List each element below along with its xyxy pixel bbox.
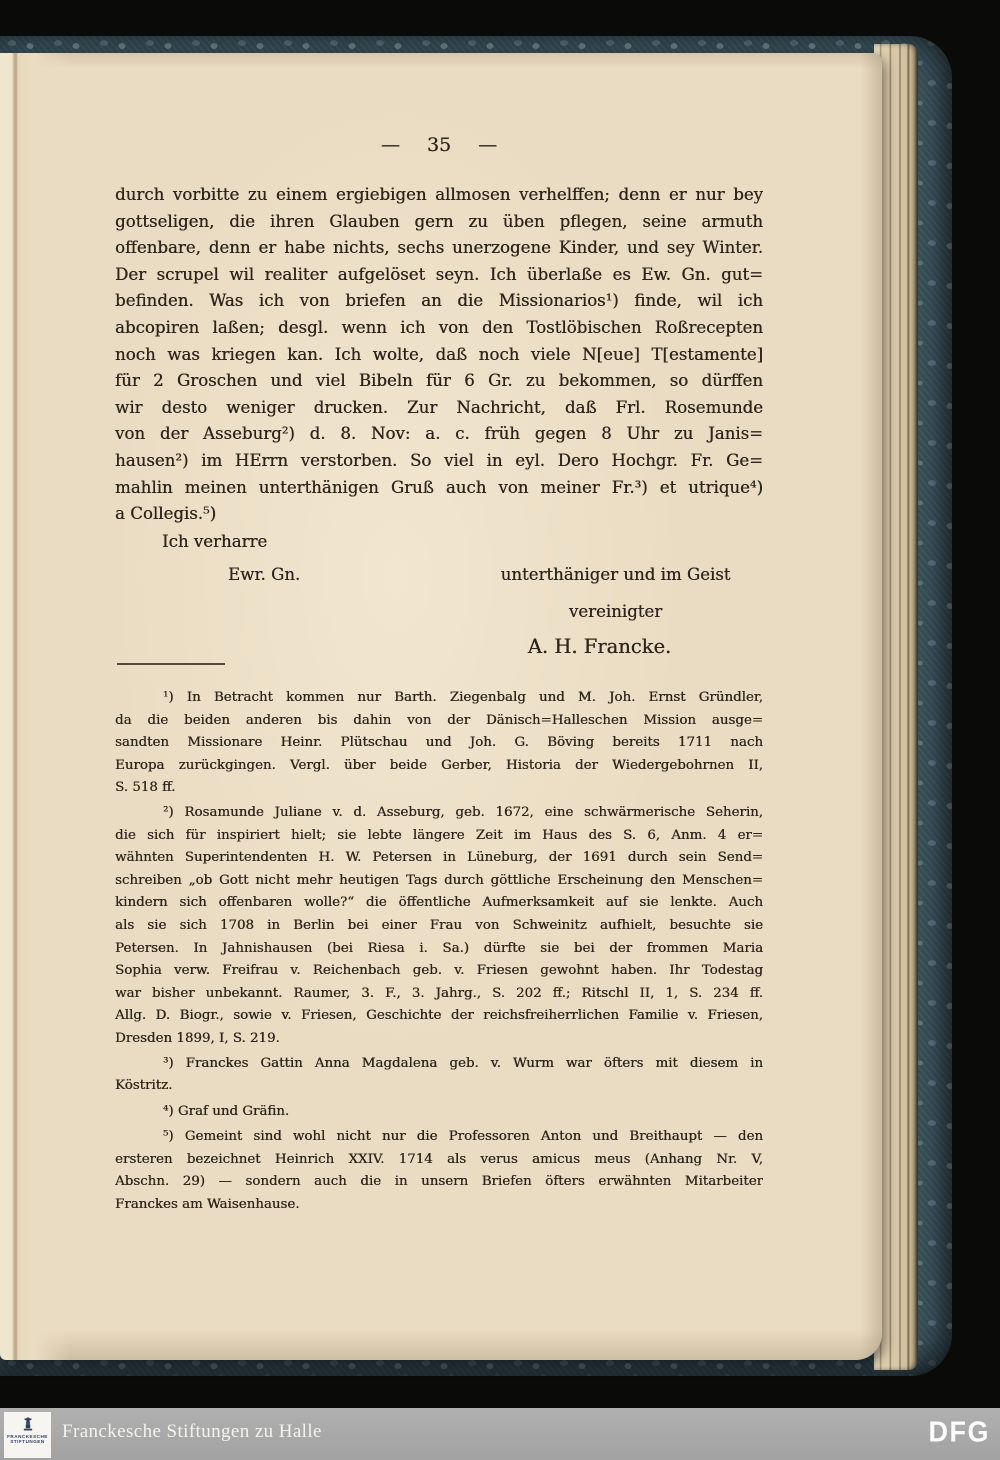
institution-name: Franckesche Stiftungen zu Halle (62, 1421, 322, 1442)
dfg-logo: DFG (928, 1416, 990, 1448)
closing-verharre: Ich verharre (162, 532, 268, 551)
footnote-2 (115, 802, 763, 1051)
footnote-line: Köstritz. (115, 1078, 173, 1094)
closing-vereinigter: vereinigter (568, 602, 663, 621)
letter-line: Der scrupel wil realiter aufgelöset seyn. Ich überlaße es Ew. Gn. gut= (115, 264, 763, 284)
letter-text-block (115, 53, 763, 1360)
footnote-line: Petersen. In Jahnishausen (bei Riesa i. Sa.) dürfte sie bei der frommen Maria (115, 940, 763, 956)
header-dash-left: — (380, 134, 400, 156)
footnote-line: ¹) In Betracht kommen nur Barth. Ziegenbalg und M. Joh. Ernst Gründler, (163, 690, 763, 705)
footnote-line: ⁴) Graf und Gräfin. (163, 1103, 290, 1119)
letter-line: durch vorbitte zu einem ergiebigen allmosen verhelffen; denn er nur bey (115, 185, 763, 204)
footnote-line: war bisher unbekannt. Raumer, 3. F., 3. Jahrg., S. 202 ff.; Ritschl II, 1, S. 234 ff. (115, 985, 763, 1001)
letter-line: gottseligen, die ihren Glauben gern zu üben pflegen, seine armuth (115, 211, 763, 231)
footnote-line: ²) Rosamunde Juliane v. d. Asseburg, geb. 1672, eine schwärmerische Seherin, (163, 804, 763, 820)
letter-line: wir desto weniger drucken. Zur Nachricht, daß Frl. Rosemunde (115, 397, 763, 417)
footnote-line: wähnten Superintendenten H. W. Petersen in Lüneburg, der 1691 durch sein Send= (115, 850, 763, 866)
footnote-line: Europa zurückgingen. Vergl. über beide Gerber, Historia der Wiedergebohrnen II, (115, 757, 763, 773)
letter-line: hausen²) im HErrn verstorben. So viel in eyl. Dero Hochgr. Fr. Ge= (115, 450, 763, 470)
letter-line: befinden. Was ich von briefen an die Missionarios¹) finde, wil ich (115, 291, 763, 311)
footnote-line: Dresden 1899, I, S. 219. (115, 1030, 280, 1046)
footnote-4 (115, 1101, 763, 1124)
footnote-line: als sie sich 1708 in Berlin bei einer Frau von Schweinitz aufhielt, besuchte sie (115, 917, 763, 933)
header-dash-right: — (478, 134, 498, 156)
footnote-line: die sich für inspiriert hielt; sie lebte längere Zeit im Haus des S. 6, Anm. 4 er= (115, 827, 763, 843)
footnote-5 (115, 1126, 763, 1216)
footnote-line: Abschn. 29) — sondern auch die in unsern Briefen öfters erwähnten Mitarbeiter (115, 1174, 763, 1190)
footnote-3 (115, 1053, 763, 1098)
footnote-line: S. 518 ff. (115, 780, 176, 796)
footnote-1 (115, 687, 763, 800)
footnote-line: Franckes am Waisenhause. (115, 1197, 300, 1213)
eagle-emblem-icon (18, 1415, 38, 1434)
footnote-line: Sophia verw. Freifrau v. Reichenbach geb. v. Friesen gewohnt haben. Ihr Todestag (115, 963, 763, 979)
letter-line: noch was kriegen kan. Ich wolte, daß noch viele N[eue] T[estamente] (115, 344, 763, 364)
letter-body (115, 182, 763, 528)
signature-name: A. H. Francke. (527, 635, 672, 658)
footnote-line: ⁵) Gemeint sind wohl nicht nur die Professoren Anton und Breithaupt — den (163, 1129, 763, 1145)
footnotes (115, 687, 763, 1217)
closing-ewr-gn: Ewr. Gn. (228, 565, 301, 584)
letter-line: mahlin meinen unterthänigen Gruß auch von meiner Fr.³) et utrique⁴) (115, 477, 763, 497)
page-number: 35 (426, 134, 452, 156)
letter-line: von der Asseburg²) d. 8. Nov: a. c. früh gegen 8 Uhr zu Janis= (115, 424, 763, 444)
footnote-separator (117, 663, 225, 665)
footnote-line: schreiben „ob Gott nicht mehr heutigen Tags durch göttliche Erscheinung den Menschen= (115, 872, 763, 888)
letter-line: a Collegis.⁵) (115, 504, 217, 524)
franckesche-stiftungen-logo (4, 1412, 51, 1458)
page-gutter-crease (14, 53, 18, 1360)
footnote-line: da die beiden anderen bis dahin von der Dänisch=Halleschen Mission ausge= (115, 712, 763, 728)
letter-line: offenbare, denn er habe nichts, sechs unerzogene Kinder, und sey Winter. (115, 238, 763, 258)
footnote-line: sandten Missionare Heinr. Plütschau und Joh. G. Böving bereits 1711 nach (115, 735, 763, 751)
footnote-line: ersteren bezeichnet Heinrich XXIV. 1714 als verus amicus meus (Anhang Nr. V, (115, 1151, 763, 1167)
page-header (115, 134, 763, 156)
letter-line: abcopiren laßen; desgl. wenn ich von den Tostlöbischen Roßrecepten (115, 317, 763, 337)
closing-unterthaeniger: unterthäniger und im Geist (500, 565, 731, 584)
letter-line: für 2 Groschen und viel Bibeln für 6 Gr. zu bekommen, so dürffen (115, 371, 763, 391)
footnote-line: kindern sich offenbaren wolle?“ die öffentliche Aufmerksamkeit auf sie lenkte. Auch (115, 895, 763, 911)
scanned-page (0, 53, 882, 1360)
logo-caption-line2: STIFTUNGEN (10, 1439, 45, 1445)
viewer-footer-bar (0, 1408, 1000, 1460)
footnote-line: Allg. D. Biogr., sowie v. Friesen, Geschichte der reichsfreiherrlichen Familie v. Friesen, (115, 1008, 763, 1024)
footnote-line: ³) Franckes Gattin Anna Magdalena geb. v. Wurm war öfters mit diesem in (163, 1055, 763, 1071)
logo-caption-line1: FRANCKESCHE (7, 1434, 48, 1439)
